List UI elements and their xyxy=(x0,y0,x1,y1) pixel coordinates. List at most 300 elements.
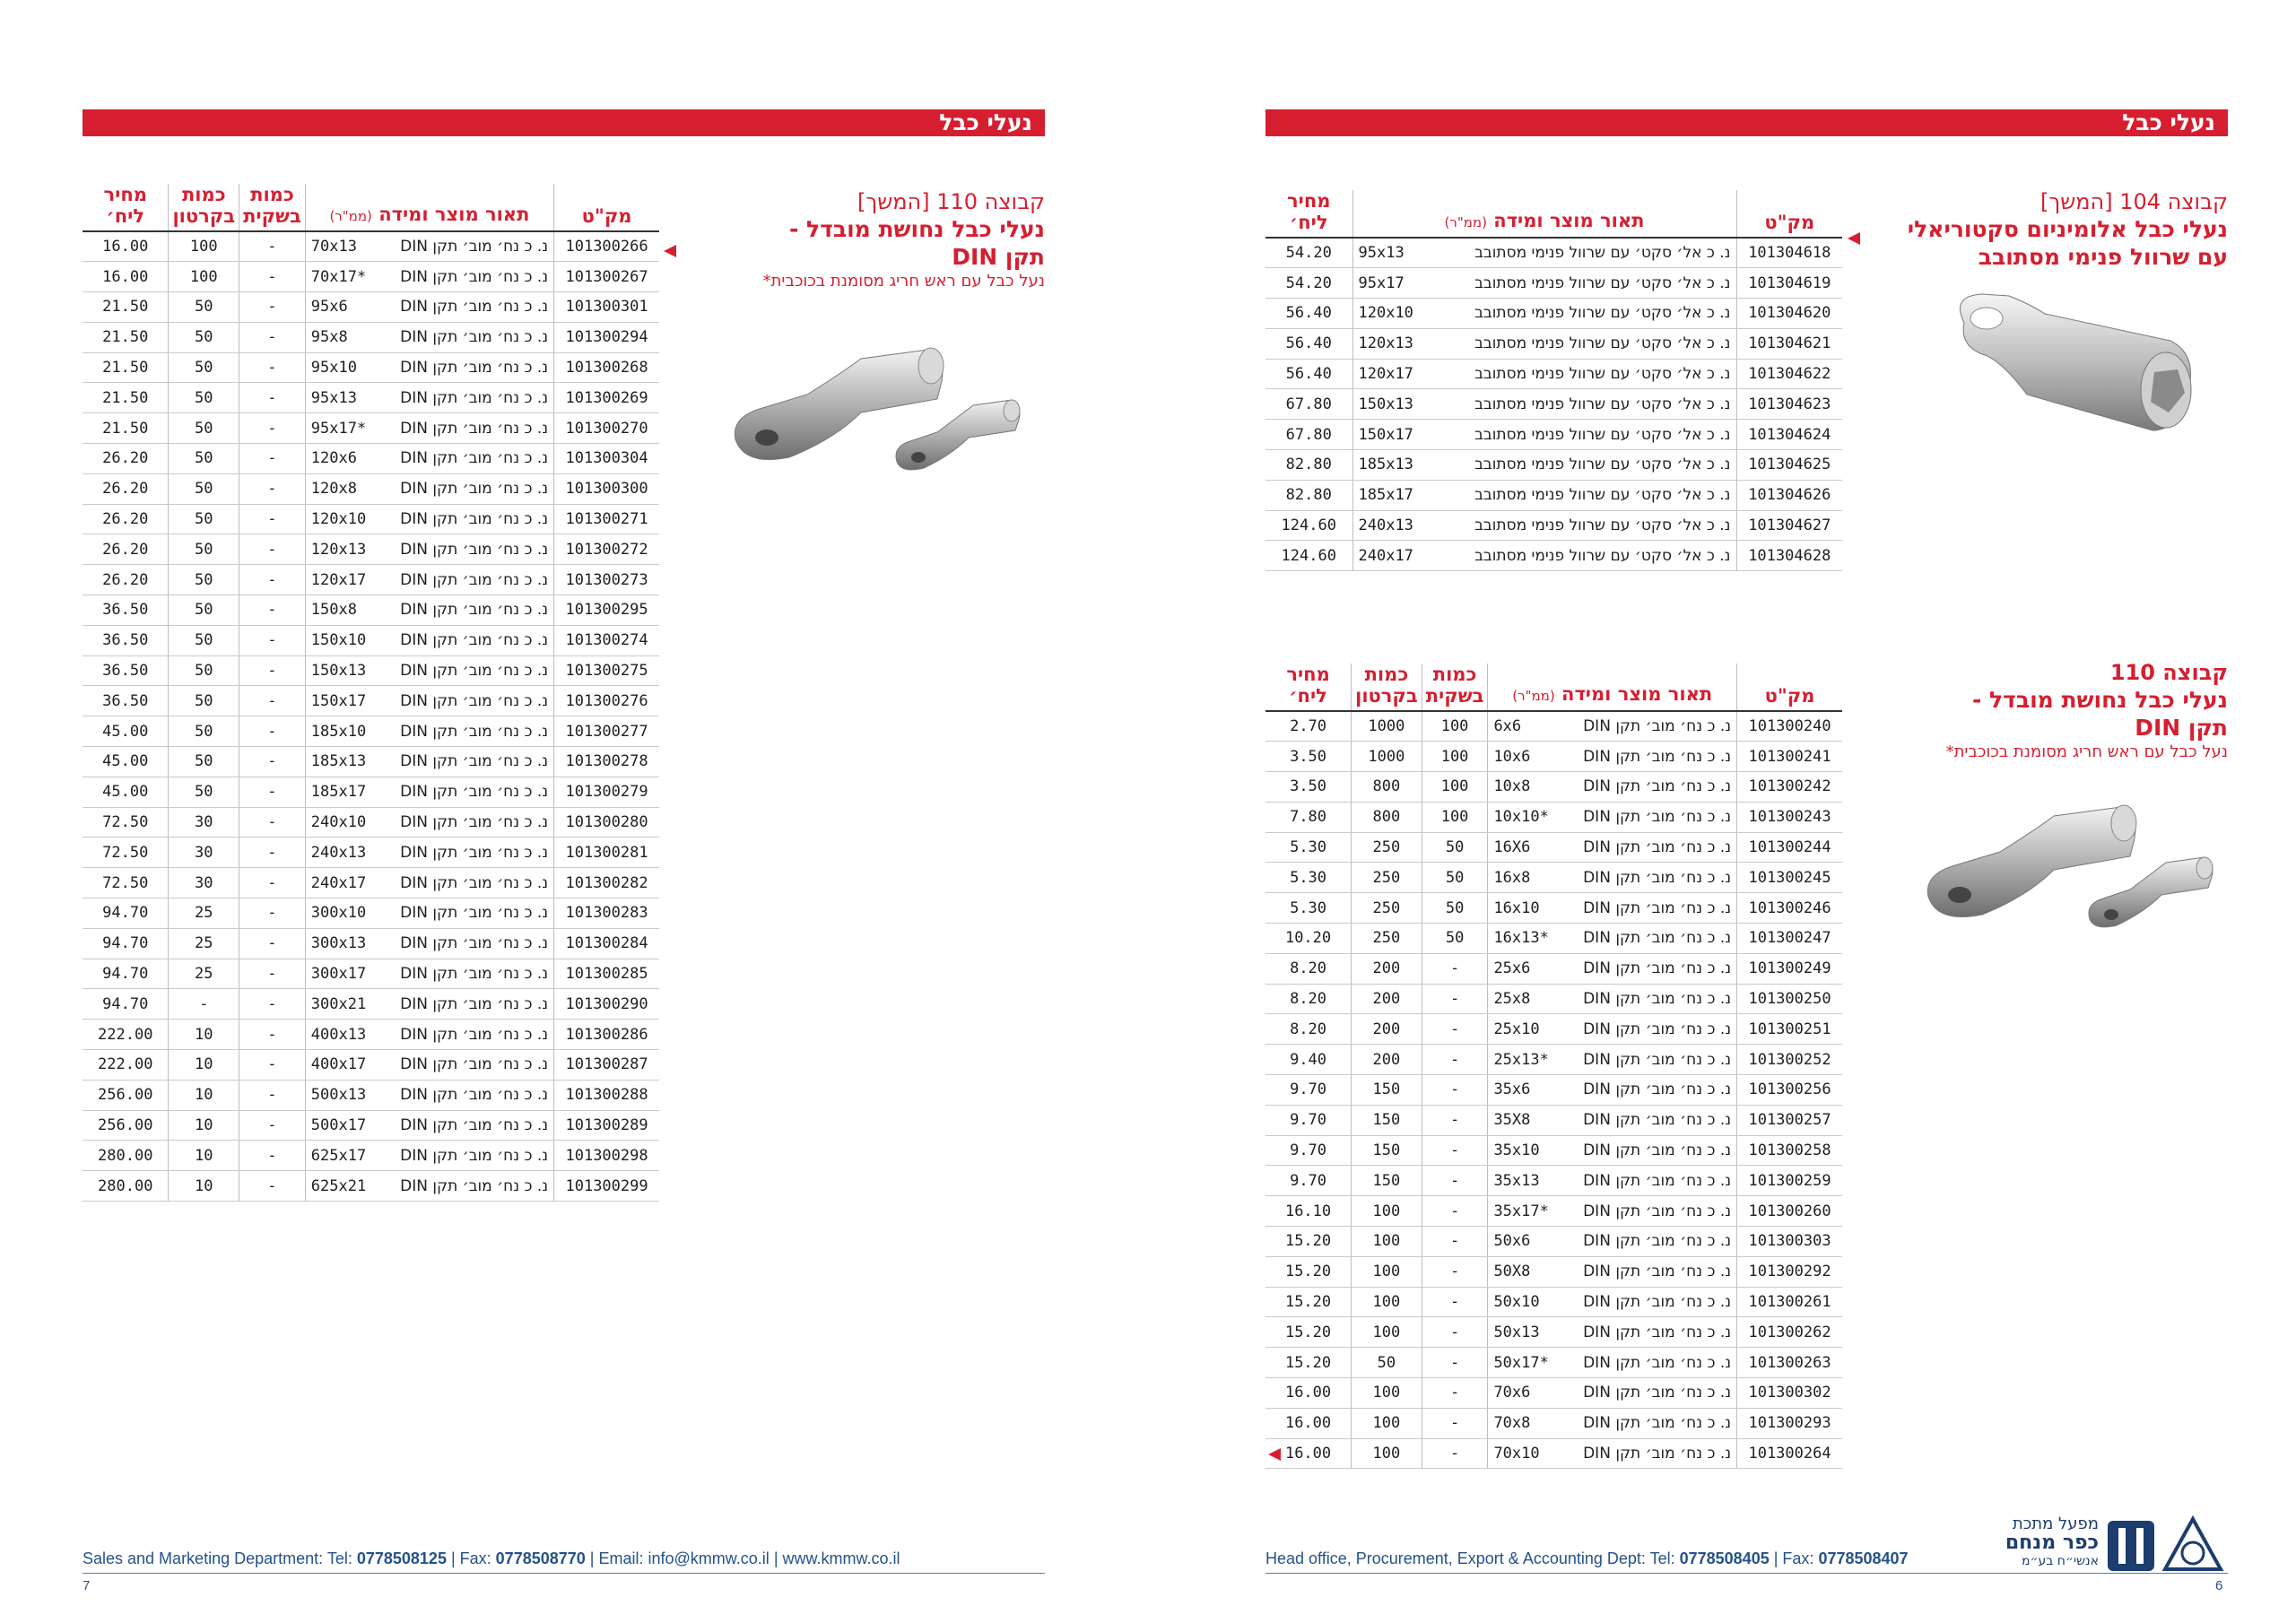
cell-qty-box: 50 xyxy=(169,413,239,444)
cell-price: 15.20 xyxy=(1265,1317,1352,1348)
cell-sku: 101300243 xyxy=(1737,802,1842,832)
product-size: 35x10 xyxy=(1493,1141,1540,1160)
cell-desc xyxy=(305,928,553,959)
cell-qty-box: 150 xyxy=(1352,1075,1422,1106)
product-size: 120x17 xyxy=(310,570,367,589)
product-desc: נ. כ נח׳ מוב׳ תקן DIN xyxy=(1583,1020,1732,1038)
cell-price: 256.00 xyxy=(83,1110,169,1141)
cell-price: 94.70 xyxy=(83,989,169,1020)
table-row xyxy=(83,928,659,959)
cell-desc xyxy=(1488,1438,1737,1469)
cell-price: 82.80 xyxy=(1265,480,1352,510)
cell-price: 26.20 xyxy=(83,565,169,595)
header-sku: מק"ט xyxy=(1736,190,1842,238)
cell-desc xyxy=(305,747,553,777)
cell-qty-box: 100 xyxy=(1352,1408,1422,1438)
cell-qty-bag: - xyxy=(1422,1317,1488,1348)
table-row xyxy=(83,838,659,868)
cell-price: 82.80 xyxy=(1265,450,1352,481)
footer-fax: 0778508407 xyxy=(1818,1549,1909,1567)
cell-qty-bag: - xyxy=(1422,1135,1488,1166)
table-row xyxy=(83,898,659,929)
cell-sku: 101304620 xyxy=(1736,299,1842,329)
cell-sku: 101300282 xyxy=(554,868,659,898)
table-row xyxy=(1265,328,1842,359)
product-desc: נ. כ נח׳ מוב׳ תקן DIN xyxy=(1583,1141,1732,1160)
product-desc: נ. כ נח׳ מוב׳ תקן DIN xyxy=(400,994,549,1013)
cell-sku: 101300285 xyxy=(554,959,659,989)
cell-desc xyxy=(305,625,553,655)
product-size: 185x13 xyxy=(1358,456,1413,474)
product-size: 150x10 xyxy=(310,631,367,650)
cell-desc xyxy=(1352,450,1736,481)
cell-qty-bag: - xyxy=(239,807,306,838)
cell-desc xyxy=(1352,268,1736,299)
table-row xyxy=(1265,1227,1842,1257)
table-row xyxy=(83,777,659,807)
cell-price: 15.20 xyxy=(1265,1256,1352,1287)
product-desc: נ. כ נח׳ מוב׳ תקן DIN xyxy=(1583,1050,1732,1069)
product-desc: נ. כ נח׳ מוב׳ תקן DIN xyxy=(400,1055,549,1074)
product-desc: נ. כ נח׳ מוב׳ תקן DIN xyxy=(1583,1232,1732,1251)
cell-qty-box: 1000 xyxy=(1352,742,1422,772)
table-row xyxy=(83,625,659,655)
cell-sku: 101300276 xyxy=(554,686,659,716)
product-size: 240x13 xyxy=(310,843,367,862)
cell-price: 36.50 xyxy=(83,595,169,626)
cell-desc xyxy=(1488,1256,1737,1287)
cell-sku: 101304628 xyxy=(1736,541,1842,571)
cell-sku: 101300270 xyxy=(554,413,659,444)
cell-price: 5.30 xyxy=(1265,893,1352,924)
product-desc: נ. כ נח׳ מוב׳ תקן DIN xyxy=(400,662,549,681)
product-size: 70x8 xyxy=(1493,1414,1531,1433)
cell-sku: 101300292 xyxy=(1737,1256,1842,1287)
cell-desc xyxy=(1488,1196,1737,1227)
product-desc: נ. כ נח׳ מוב׳ תקן DIN xyxy=(400,298,549,317)
cell-qty-box: 50 xyxy=(169,444,239,474)
group-label: קבוצה 110 [המשך] xyxy=(857,189,1045,214)
table-header-row xyxy=(83,184,659,231)
cell-desc xyxy=(305,231,553,262)
product-table-110 xyxy=(1265,664,1842,1469)
cell-sku: 101300289 xyxy=(554,1110,659,1141)
product-desc: נ. כ נח׳ מוב׳ תקן DIN xyxy=(1583,1293,1732,1312)
cell-price: 45.00 xyxy=(83,716,169,747)
cell-qty-bag: - xyxy=(239,1050,306,1081)
table-row xyxy=(1265,1348,1842,1378)
product-size: *10x10 xyxy=(1493,808,1549,827)
cell-desc xyxy=(305,1110,553,1141)
cell-desc xyxy=(1352,359,1736,389)
cell-desc xyxy=(305,655,553,686)
cell-qty-bag: - xyxy=(1422,1045,1488,1075)
table-row xyxy=(83,1020,659,1050)
product-size: 120x10 xyxy=(1358,304,1413,323)
cell-sku: 101300301 xyxy=(554,292,659,323)
table-row xyxy=(83,1050,659,1081)
cell-qty-bag: - xyxy=(1422,1256,1488,1287)
cell-qty-box: 250 xyxy=(1352,924,1422,954)
cell-qty-box: 800 xyxy=(1352,772,1422,803)
cell-qty-bag: - xyxy=(1422,1105,1488,1135)
product-size: 150x8 xyxy=(310,601,357,620)
cell-price: 67.80 xyxy=(1265,420,1352,450)
product-desc: נ. כ נח׳ מוב׳ תקן DIN xyxy=(400,480,549,499)
cell-qty-box: 150 xyxy=(1352,1105,1422,1135)
table-row xyxy=(1265,238,1842,268)
cell-qty-bag: - xyxy=(1422,984,1488,1014)
cell-desc xyxy=(1488,832,1737,863)
cell-price: 36.50 xyxy=(83,655,169,686)
product-size: *70x17 xyxy=(310,267,367,286)
table-row xyxy=(83,807,659,838)
cell-price: 10.20 xyxy=(1265,924,1352,954)
cell-price: 94.70 xyxy=(83,928,169,959)
cell-desc xyxy=(305,292,553,323)
product-size: 50x10 xyxy=(1493,1293,1540,1312)
cell-desc xyxy=(1352,389,1736,420)
cell-sku: 101300278 xyxy=(554,747,659,777)
cell-qty-box: 50 xyxy=(169,655,239,686)
cell-qty-bag: 100 xyxy=(1422,711,1488,742)
table-row xyxy=(83,747,659,777)
cell-price: 56.40 xyxy=(1265,328,1352,359)
footer-tel[interactable]: 0778508125 xyxy=(356,1549,447,1567)
table-row xyxy=(1265,1045,1842,1075)
group-heading xyxy=(1869,659,2228,763)
cell-desc xyxy=(1488,1378,1737,1409)
cell-desc xyxy=(1488,893,1737,924)
cell-qty-bag: - xyxy=(239,1020,306,1050)
product-desc: נ. כ נח׳ מוב׳ תקן DIN xyxy=(400,783,549,802)
product-desc: נ. כ אל׳ סקט׳ עם שרוול פנימי מסתובב xyxy=(1474,425,1731,444)
product-desc: נ. כ נח׳ מוב׳ תקן DIN xyxy=(1583,1414,1732,1433)
cell-qty-bag: - xyxy=(1422,1014,1488,1045)
cell-qty-bag: - xyxy=(239,777,306,807)
table-row xyxy=(1265,1408,1842,1438)
cell-qty-box: 30 xyxy=(169,868,239,898)
cell-sku: 101300280 xyxy=(554,807,659,838)
cell-desc xyxy=(1352,238,1736,268)
cell-sku: 101300267 xyxy=(554,262,659,292)
cell-price: 222.00 xyxy=(83,1050,169,1081)
product-desc: נ. כ אל׳ סקט׳ עם שרוול פנימי מסתובב xyxy=(1474,304,1731,323)
cell-desc xyxy=(1488,1227,1737,1257)
product-desc: נ. כ נח׳ מוב׳ תקן DIN xyxy=(1583,1263,1732,1281)
product-desc: נ. כ נח׳ מוב׳ תקן DIN xyxy=(1583,1323,1732,1341)
cell-sku: 101300256 xyxy=(1737,1075,1842,1106)
product-size: 185x13 xyxy=(310,752,367,771)
table-row xyxy=(83,262,659,292)
product-size: 300x21 xyxy=(310,994,367,1013)
table-row xyxy=(1265,802,1842,832)
header-qty-bag: כמות בשקית xyxy=(239,184,306,231)
product-size: 70x6 xyxy=(1493,1384,1531,1402)
cell-desc xyxy=(1488,953,1737,984)
product-desc: נ. כ נח׳ מוב׳ תקן DIN xyxy=(400,388,549,407)
product-size: 185x17 xyxy=(310,783,367,802)
cell-qty-box: 10 xyxy=(169,1080,239,1110)
group-label: קבוצה 104 [המשך] xyxy=(2039,189,2228,214)
product-size: 50x13 xyxy=(1493,1323,1540,1341)
header-desc: תאור מוצר ומידה (ממ"ר) xyxy=(1352,190,1736,238)
cell-sku: 101300252 xyxy=(1737,1045,1842,1075)
product-desc: נ. כ נח׳ מוב׳ תקן DIN xyxy=(400,843,549,862)
product-desc: נ. כ נח׳ מוב׳ תקן DIN xyxy=(400,1086,549,1105)
table-row xyxy=(1265,832,1842,863)
cell-sku: 101300251 xyxy=(1737,1014,1842,1045)
product-size: 150x13 xyxy=(1358,395,1413,413)
cell-price: 8.20 xyxy=(1265,953,1352,984)
product-size: 16x8 xyxy=(1493,868,1531,887)
product-desc: נ. כ נח׳ מוב׳ תקן DIN xyxy=(400,510,549,529)
cell-price: 21.50 xyxy=(83,413,169,444)
cell-price: 16.00 xyxy=(83,262,169,292)
cell-desc xyxy=(1488,1014,1737,1045)
product-size: 50X8 xyxy=(1493,1263,1531,1281)
product-desc: נ. כ נח׳ מוב׳ תקן DIN xyxy=(1583,1384,1732,1402)
cell-price: 45.00 xyxy=(83,747,169,777)
cell-qty-box: 100 xyxy=(169,262,239,292)
table-row xyxy=(83,383,659,413)
product-size: 120x8 xyxy=(310,480,357,499)
cell-sku: 101300242 xyxy=(1737,772,1842,803)
cell-sku: 101300293 xyxy=(1737,1408,1842,1438)
footer-email-link[interactable]: info@kmmw.co.il xyxy=(648,1549,770,1567)
table-row xyxy=(1265,450,1842,481)
table-row xyxy=(83,504,659,534)
product-desc: נ. כ אל׳ סקט׳ עם שרוול פנימי מסתובב xyxy=(1474,395,1731,413)
header-qty-box: כמות בקרטון xyxy=(1352,664,1422,711)
cell-desc xyxy=(305,838,553,868)
cell-desc xyxy=(305,868,553,898)
header-qty-box: כמות בקרטון xyxy=(169,184,239,231)
group-note: נעל כבל עם ראש חריג מסומנת בכוכבית* xyxy=(762,272,1045,291)
table-row xyxy=(1265,984,1842,1014)
cell-qty-box: 50 xyxy=(169,534,239,565)
cell-desc xyxy=(1352,328,1736,359)
cell-qty-bag: - xyxy=(239,352,306,383)
cell-qty-box: 25 xyxy=(169,959,239,989)
cell-desc xyxy=(1488,1045,1737,1075)
cell-qty-box: 100 xyxy=(169,231,239,262)
product-desc: נ. כ אל׳ סקט׳ עם שרוול פנימי מסתובב xyxy=(1474,516,1731,535)
cell-desc xyxy=(305,716,553,747)
product-size: 95x8 xyxy=(310,328,348,347)
product-size: 400x13 xyxy=(310,1025,367,1044)
product-size: 400x17 xyxy=(310,1055,367,1074)
cell-price: 9.70 xyxy=(1265,1105,1352,1135)
cell-price: 45.00 xyxy=(83,777,169,807)
footer-website-link[interactable]: www.kmmw.co.il xyxy=(782,1549,900,1567)
cell-qty-bag: - xyxy=(239,444,306,474)
table-row xyxy=(1265,1075,1842,1106)
product-size: 120x6 xyxy=(310,449,357,468)
cell-desc xyxy=(1488,1135,1737,1166)
cell-desc xyxy=(305,1080,553,1110)
product-desc: נ. כ נח׳ מוב׳ תקן DIN xyxy=(400,1025,549,1044)
cell-qty-box: 50 xyxy=(169,716,239,747)
cell-qty-box: 200 xyxy=(1352,984,1422,1014)
product-size: 35x13 xyxy=(1493,1171,1540,1190)
cell-desc xyxy=(305,1050,553,1081)
footer-tel[interactable]: 0778508405 xyxy=(1679,1549,1770,1567)
cell-sku: 101300257 xyxy=(1737,1105,1842,1135)
product-desc: נ. כ אל׳ סקט׳ עם שרוול פנימי מסתובב xyxy=(1474,365,1731,384)
table-row xyxy=(83,534,659,565)
cell-desc xyxy=(305,444,553,474)
aluminium-sector-lug-image xyxy=(1946,287,2206,448)
header-sku: מק"ט xyxy=(1737,664,1842,711)
product-size: 500x17 xyxy=(310,1116,367,1134)
cell-desc xyxy=(305,504,553,534)
cell-price: 2.70 xyxy=(1265,711,1352,742)
cell-sku: 101300247 xyxy=(1737,924,1842,954)
table-row xyxy=(1265,742,1842,772)
table-row xyxy=(1265,711,1842,742)
product-desc: נ. כ נח׳ מוב׳ תקן DIN xyxy=(400,752,549,771)
header-qty-bag: כמות בשקית xyxy=(1422,664,1488,711)
cell-qty-box: 100 xyxy=(1352,1378,1422,1409)
cell-sku: 101304626 xyxy=(1736,480,1842,510)
cell-qty-bag: - xyxy=(239,565,306,595)
cell-price: 8.20 xyxy=(1265,1014,1352,1045)
cell-qty-bag: 50 xyxy=(1422,893,1488,924)
product-size: 240x13 xyxy=(1358,516,1413,535)
product-desc: נ. כ נח׳ מוב׳ תקן DIN xyxy=(1583,838,1732,857)
cell-sku: 101300264 xyxy=(1737,1438,1842,1469)
table-row xyxy=(83,292,659,323)
cell-price: 94.70 xyxy=(83,959,169,989)
cell-desc xyxy=(305,352,553,383)
cell-sku: 101300284 xyxy=(554,928,659,959)
cell-qty-box: 10 xyxy=(169,1110,239,1141)
cell-price: 15.20 xyxy=(1265,1287,1352,1317)
cell-qty-box: 250 xyxy=(1352,893,1422,924)
table-row xyxy=(1265,893,1842,924)
cell-price: 15.20 xyxy=(1265,1227,1352,1257)
cell-qty-box: 50 xyxy=(169,504,239,534)
product-size: 16x10 xyxy=(1493,898,1540,917)
cell-sku: 101300273 xyxy=(554,565,659,595)
product-desc: נ. כ נח׳ מוב׳ תקן DIN xyxy=(1583,1202,1732,1220)
cell-sku: 101300304 xyxy=(554,444,659,474)
cell-sku: 101300298 xyxy=(554,1141,659,1171)
table-row xyxy=(83,989,659,1020)
cell-qty-bag: - xyxy=(239,1171,306,1202)
table-row xyxy=(1265,1135,1842,1166)
product-size: *95x17 xyxy=(310,419,367,438)
product-desc: נ. כ אל׳ סקט׳ עם שרוול פנימי מסתובב xyxy=(1474,486,1731,505)
cell-sku: 101300290 xyxy=(554,989,659,1020)
product-table-110-continued xyxy=(83,184,659,1202)
product-size: 240x17 xyxy=(310,873,367,892)
table-row xyxy=(83,868,659,898)
cell-price: 16.00 xyxy=(83,231,169,262)
table-row xyxy=(1265,1166,1842,1196)
cell-sku: 101304622 xyxy=(1736,359,1842,389)
copper-lug-product-image xyxy=(1919,789,2224,942)
cell-qty-box: 10 xyxy=(169,1020,239,1050)
table-row xyxy=(83,959,659,989)
cell-desc xyxy=(1488,772,1737,803)
table-row xyxy=(1265,1287,1842,1317)
cell-sku: 101300266 xyxy=(554,231,659,262)
cell-desc xyxy=(305,595,553,626)
cell-desc xyxy=(1488,1287,1737,1317)
cell-qty-box: 150 xyxy=(1352,1135,1422,1166)
cell-price: 9.70 xyxy=(1265,1075,1352,1106)
cell-sku: 101300286 xyxy=(554,1020,659,1050)
table-row xyxy=(83,1171,659,1202)
cell-price: 21.50 xyxy=(83,322,169,352)
header-sku: מק"ט xyxy=(554,184,659,231)
cell-qty-bag: 50 xyxy=(1422,924,1488,954)
product-desc: נ. כ נח׳ מוב׳ תקן DIN xyxy=(1583,929,1732,948)
cell-qty-box: 50 xyxy=(169,747,239,777)
cell-qty-bag: 50 xyxy=(1422,832,1488,863)
cell-qty-box: 50 xyxy=(169,625,239,655)
cell-qty-bag: - xyxy=(1422,1196,1488,1227)
table-row xyxy=(1265,480,1842,510)
table-row xyxy=(83,413,659,444)
table-row xyxy=(83,352,659,383)
cell-sku: 101300281 xyxy=(554,838,659,868)
product-size: 10x6 xyxy=(1493,747,1531,766)
table-row xyxy=(1265,1438,1842,1469)
cell-qty-box: 50 xyxy=(169,473,239,504)
section-title: נעלי כבל xyxy=(939,109,1032,135)
cell-qty-box: 50 xyxy=(169,352,239,383)
table-row xyxy=(83,1110,659,1141)
table-row xyxy=(1265,1317,1842,1348)
group-label: קבוצה 110 xyxy=(2109,660,2228,685)
cell-sku: 101300279 xyxy=(554,777,659,807)
product-desc: נ. כ אל׳ סקט׳ עם שרוול פנימי מסתובב xyxy=(1474,456,1731,474)
product-size: 95x6 xyxy=(310,298,348,317)
table-row xyxy=(1265,420,1842,450)
cell-qty-bag: - xyxy=(239,898,306,929)
product-size: 120x10 xyxy=(310,510,367,529)
cell-qty-bag: - xyxy=(239,595,306,626)
cell-qty-box: 800 xyxy=(1352,802,1422,832)
product-desc: נ. כ נח׳ מוב׳ תקן DIN xyxy=(400,873,549,892)
cell-qty-bag: - xyxy=(239,504,306,534)
footer-contact: Head office, Procurement, Export & Accounting Dept: Tel: 0778508405 | Fax: 0778508407 xyxy=(1265,1549,1909,1567)
cell-sku: 101300258 xyxy=(1737,1135,1842,1166)
cell-sku: 101300277 xyxy=(554,716,659,747)
product-size: *25x13 xyxy=(1493,1050,1549,1069)
cell-qty-box: 100 xyxy=(1352,1438,1422,1469)
cell-qty-bag: - xyxy=(239,1110,306,1141)
cell-price: 124.60 xyxy=(1265,541,1352,571)
product-size: 16X6 xyxy=(1493,838,1531,857)
table-row xyxy=(1265,1378,1842,1409)
table-row xyxy=(83,473,659,504)
cell-price: 280.00 xyxy=(83,1141,169,1171)
cell-sku: 101300250 xyxy=(1737,984,1842,1014)
cell-qty-box: 25 xyxy=(169,898,239,929)
cell-qty-bag: - xyxy=(1422,1348,1488,1378)
cell-sku: 101304619 xyxy=(1736,268,1842,299)
cell-sku: 101300241 xyxy=(1737,742,1842,772)
cell-price: 280.00 xyxy=(83,1171,169,1202)
cell-qty-bag: - xyxy=(1422,1227,1488,1257)
company-logo xyxy=(2000,1515,2224,1578)
product-size: 150x17 xyxy=(310,691,367,710)
table-header-row xyxy=(1265,190,1842,238)
